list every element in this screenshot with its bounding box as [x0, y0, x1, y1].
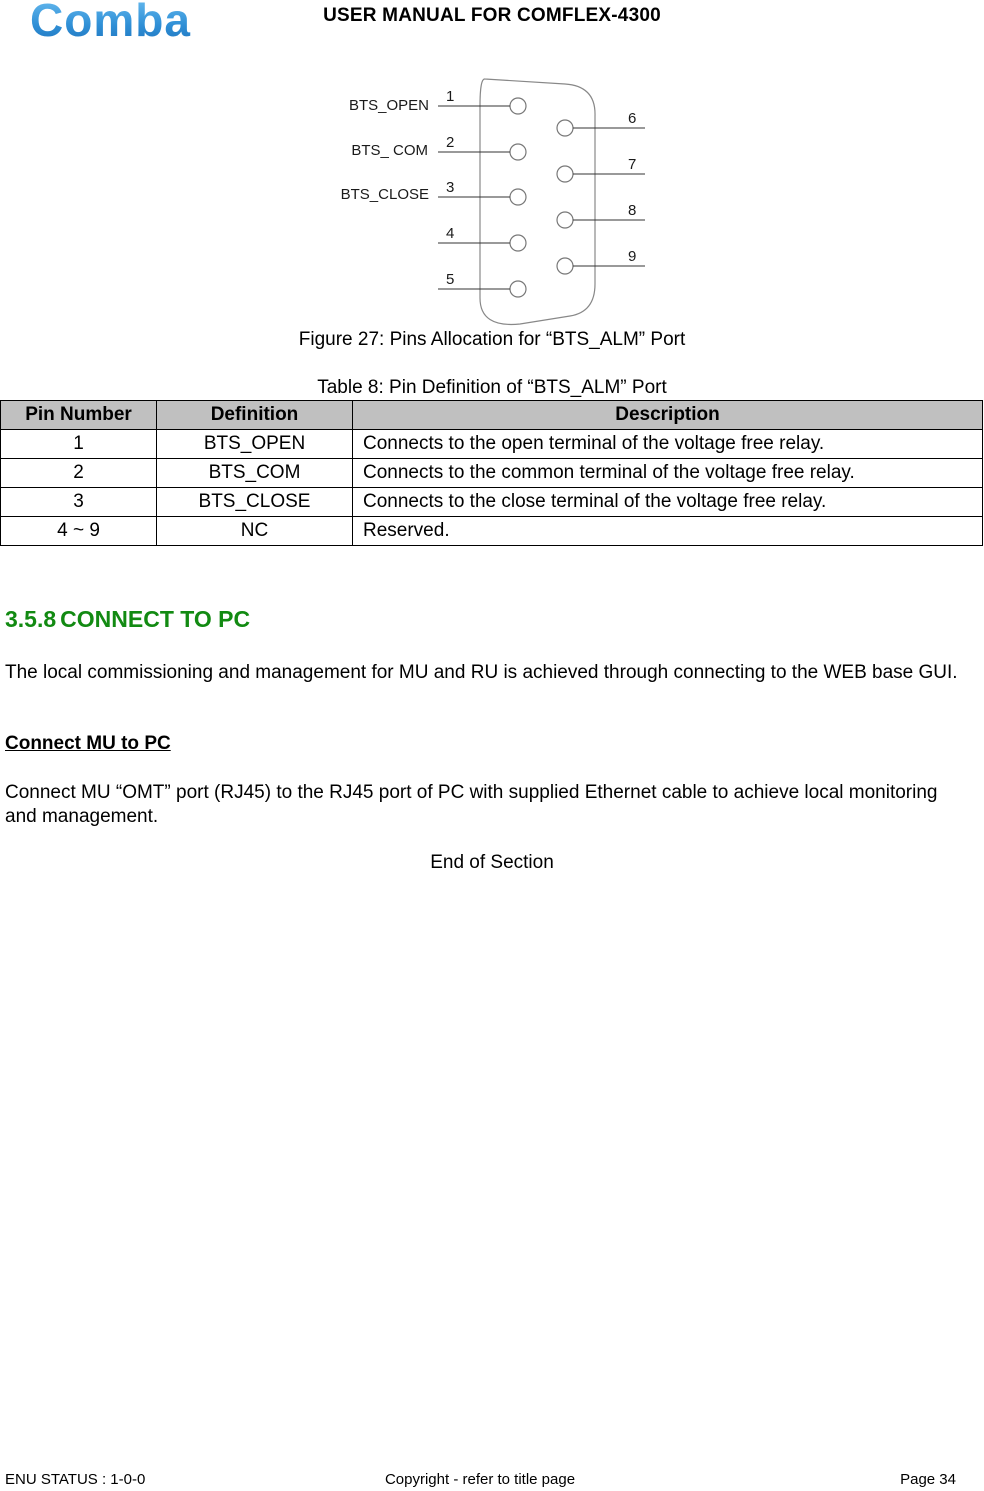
pin-number-5: 5 — [446, 271, 455, 288]
logo-wordmark: Comba — [30, 0, 191, 42]
signal-label-bts-com: BTS_ COM — [351, 142, 428, 159]
description-cell: Connects to the common terminal of the voltage free relay. — [353, 459, 983, 488]
table-row — [1, 459, 983, 488]
table-header-row — [1, 401, 983, 430]
pin-7-contact — [557, 166, 573, 182]
signal-label-bts-close: BTS_CLOSE — [340, 186, 429, 203]
description-cell: Connects to the close terminal of the voltage free relay. — [353, 488, 983, 517]
definition-cell: BTS_OPEN — [157, 430, 353, 459]
pin-number-9: 9 — [628, 248, 637, 265]
section-heading — [5, 606, 250, 633]
pin-number-cell: 2 — [1, 459, 157, 488]
section-title: CONNECT TO PC — [60, 606, 251, 632]
signal-label-bts-open: BTS_OPEN — [348, 97, 429, 114]
pin-number-cell: 1 — [1, 430, 157, 459]
header-description: Description — [353, 401, 983, 430]
definition-cell: BTS_COM — [157, 459, 353, 488]
db9-pin-diagram — [320, 66, 660, 328]
pin-number-cell: 3 — [1, 488, 157, 517]
pin-2-contact — [510, 144, 526, 160]
pin-definition-table — [0, 400, 983, 546]
pin-number-7: 7 — [628, 156, 637, 173]
table-caption: Table 8: Pin Definition of “BTS_ALM” Port — [317, 377, 667, 398]
header-definition: Definition — [157, 401, 353, 430]
section-number: 3.5.8 — [5, 606, 57, 632]
pin-4-contact — [510, 235, 526, 251]
definition-cell: NC — [157, 517, 353, 546]
intro-paragraph: The local commissioning and management for MU and RU is achieved through connecting to the WEB base GUI. — [5, 662, 958, 683]
pin-5-contact — [510, 281, 526, 297]
pin-9-contact — [557, 258, 573, 274]
description-cell: Reserved. — [353, 517, 983, 546]
subheading-connect-mu: Connect MU to PC — [5, 733, 171, 754]
header-pin-number: Pin Number — [1, 401, 157, 430]
table-row — [1, 517, 983, 546]
pin-number-6: 6 — [628, 110, 637, 127]
pin-number-8: 8 — [628, 202, 637, 219]
footer-page-number: Page 34 — [900, 1471, 956, 1488]
pin-1-contact — [510, 98, 526, 114]
pin-3-contact — [510, 189, 526, 205]
pin-number-cell: 4 ~ 9 — [1, 517, 157, 546]
table-row — [1, 430, 983, 459]
footer-copyright: Copyright - refer to title page — [384, 1471, 576, 1488]
pin-number-1: 1 — [446, 88, 455, 105]
footer-status: ENU STATUS : 1-0-0 — [5, 1471, 146, 1488]
pin-number-3: 3 — [446, 179, 455, 196]
definition-cell: BTS_CLOSE — [157, 488, 353, 517]
pin-number-4: 4 — [446, 225, 455, 242]
table-row — [1, 488, 983, 517]
body-paragraph: Connect MU “OMT” port (RJ45) to the RJ45 port of PC with supplied Ethernet cable to achieve local monitoring and management. — [5, 782, 938, 827]
end-of-section-note: End of Section — [430, 852, 554, 873]
pin-number-2: 2 — [446, 134, 455, 151]
description-cell: Connects to the open terminal of the voltage free relay. — [353, 430, 983, 459]
pin-8-contact — [557, 212, 573, 228]
connector-shell — [480, 79, 595, 325]
document-title: USER MANUAL FOR COMFLEX-4300 — [323, 5, 661, 26]
figure-caption: Figure 27: Pins Allocation for “BTS_ALM” Port — [298, 329, 686, 350]
pin-6-contact — [557, 120, 573, 136]
